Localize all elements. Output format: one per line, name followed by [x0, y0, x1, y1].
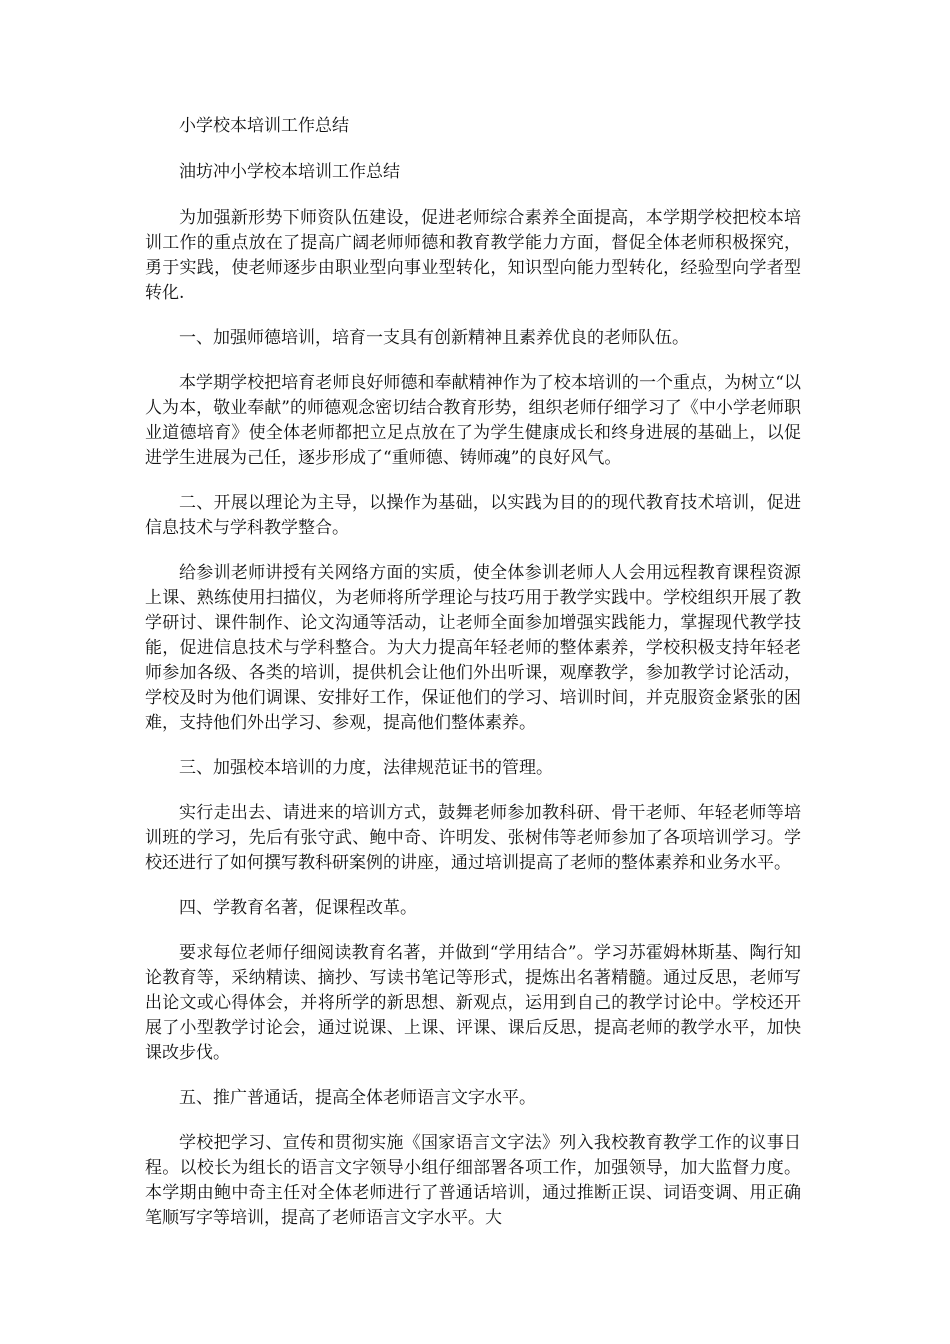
document-page: [145, 114, 801, 1251]
section-heading-5: 五、推广普通话，提高全体老师语言文字水平。: [179, 1088, 536, 1108]
document-subtitle: 油坊冲小学校本培训工作总结: [179, 162, 400, 182]
section-heading-2: 二、开展以理论为主导，以操作为基础，以实践为目的的现代教育技术培训，促进信息技术与学科教学整合。: [145, 493, 801, 538]
section-heading-3: 三、加强校本培训的力度，法律规范证书的管理。: [179, 758, 553, 778]
paragraph-section-2: 给参训老师讲授有关网络方面的实质，使全体参训老师人人会用远程教育课程资源上课、熟练使用扫描仪，为老师将所学理论与技巧用于教学实践中。学校组织开展了教学研讨、课件制作、论文沟通等活动，让老师全面参加增强实践能力，掌握现代教学技能，促进信息技术与学科整合。为大力提高年轻老师的整体素养，学校积极支持年轻老师参加各级、各类的培训，提供机会让他们外出听课，观摩教学，参加教学讨论活动，学校及时为他们调课、安排好工作，保证他们的学习、培训时间，并克服资金紧张的困难，支持他们外出学习、参观，提高他们整体素养。: [145, 563, 801, 733]
document-title: 小学校本培训工作总结: [179, 116, 349, 136]
paragraph-intro: 为加强新形势下师资队伍建设，促进老师综合素养全面提高，本学期学校把校本培训工作的重点放在了提高广阔老师师德和教育教学能力方面，督促全体老师积极探究，勇于实践，使老师逐步由职业型向事业型转化，知识型向能力型转化，经验型向学者型转化.: [145, 208, 801, 303]
paragraph-section-4: 要求每位老师仔细阅读教育名著，并做到“学用结合”。学习苏霍姆林斯基、陶行知论教育等，采纳精读、摘抄、写读书笔记等形式，提炼出名著精髓。通过反思，老师写出论文或心得体会，并将所学的新思想、新观点，运用到自己的教学讨论中。学校还开展了小型教学讨论会，通过说课、上课、评课、课后反思，提高老师的教学水平，加快课改步伐。: [145, 943, 801, 1063]
section-heading-4: 四、学教育名著，促课程改革。: [179, 898, 417, 918]
section-heading-1: 一、加强师德培训，培育一支具有创新精神且素养优良的老师队伍。: [179, 328, 689, 348]
paragraph-section-1: 本学期学校把培育老师良好师德和奉献精神作为了校本培训的一个重点，为树立“以人为本，敬业奉献”的师德观念密切结合教育形势，组织老师仔细学习了《中小学老师职业道德培育》使全体老师都把立足点放在了为学生健康成长和终身进展的基础上，以促进学生进展为己任，逐步形成了“重师德、铸师魂”的良好风气。: [145, 373, 801, 468]
paragraph-section-5: 学校把学习、宣传和贯彻实施《国家语言文字法》列入我校教育教学工作的议事日程。以校长为组长的语言文字领导小组仔细部署各项工作，加强领导，加大监督力度。本学期由鲍中奇主任对全体老师进行了普通话培训，通过推断正误、词语变调、用正确笔顺写字等培训，提高了老师语言文字水平。大: [145, 1133, 801, 1228]
paragraph-section-3: 实行走出去、请进来的培训方式，鼓舞老师参加教科研、骨干老师、年轻老师等培训班的学习，先后有张守武、鲍中奇、许明发、张树伟等老师参加了各项培训学习。学校还进行了如何撰写教科研案例的讲座，通过培训提高了老师的整体素养和业务水平。: [145, 803, 801, 873]
